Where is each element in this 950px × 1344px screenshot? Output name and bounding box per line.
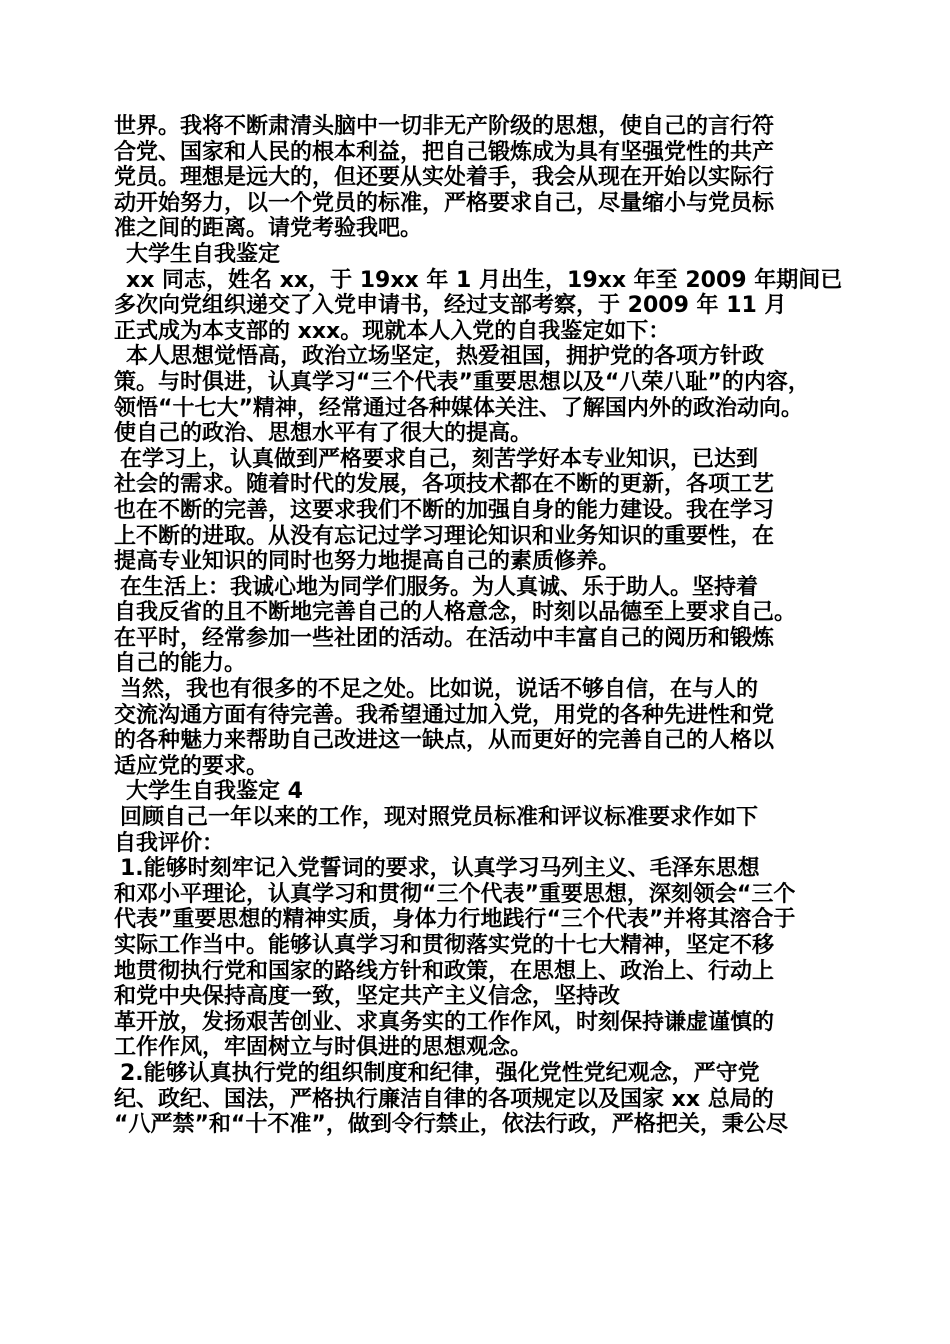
text-line: 和党中央保持高度一致，坚定共产主义信念，坚持改: [114, 984, 621, 1010]
text-line: 交流沟通方面有待完善。我希望通过加入党，用党的各种先进性和党: [114, 702, 775, 728]
text-line: 本人思想觉悟高，政治立场坚定，热爱祖国，拥护党的各项方针政: [126, 344, 765, 370]
text-line: 自我反省的且不断地完善自己的人格意念，时刻以品德至上要求自己。: [114, 600, 797, 626]
text-line: 在学习上，认真做到严格要求自己，刻苦学好本专业知识，已达到: [120, 446, 759, 472]
text-line: 准之间的距离。请党考验我吧。: [114, 216, 423, 242]
text-line: 使自己的政治、思想水平有了很大的提高。: [114, 421, 533, 447]
text-line: 的各种魅力来帮助自己改进这一缺点，从而更好的完善自己的人格以: [114, 728, 775, 754]
text-line: 和邓小平理论，认真学习和贯彻“三个代表”重要思想，深刻领会“三个: [114, 881, 796, 907]
text-line: 工作作风，牢固树立与时俱进的思想观念。: [114, 1035, 533, 1061]
text-line: 回顾自己一年以来的工作，现对照党员标准和评议标准要求作如下: [120, 805, 759, 831]
text-line: 1.能够时刻牢记入党誓词的要求，认真学习马列主义、毛泽东思想: [120, 856, 760, 882]
text-line: 2.能够认真执行党的组织制度和纪律，强化党性党纪观念，严守党: [120, 1060, 760, 1086]
text-line: 代表”重要思想的精神实质，身体力行地践行“三个代表”并将其溶合于: [114, 907, 796, 933]
text-line: 适应党的要求。: [114, 753, 269, 779]
text-line: 地贯彻执行党和国家的路线方针和政策，在思想上、政治上、行动上: [114, 958, 775, 984]
text-line: 正式成为本支部的 xxx。现就本人入党的自我鉴定如下：: [114, 318, 671, 344]
document-body: [114, 114, 844, 1138]
text-line: 世界。我将不断肃清头脑中一切非无产阶级的思想，使自己的言行符: [114, 114, 775, 139]
text-line: 策。与时俱进，认真学习“三个代表”重要思想以及“八荣八耻”的内容，: [114, 369, 810, 395]
section-heading: 大学生自我鉴定: [126, 241, 281, 267]
text-line: 上不断的进取。从没有忘记过学习理论知识和业务知识的重要性，在: [114, 523, 775, 549]
text-line: 领悟“十七大”精神，经常通过各种媒体关注、了解国内外的政治动向。: [114, 395, 803, 421]
text-line: 革开放，发扬艰苦创业、求真务实的工作作风，时刻保持谦虚谨慎的: [114, 1009, 775, 1035]
text-line: xx 同志，姓名 xx，于 19xx 年 1 月出生，19xx 年至 2009 年期间已: [126, 267, 843, 293]
text-line: 纪、政纪、国法，严格执行廉洁自律的各项规定以及国家 xx 总局的: [114, 1086, 774, 1112]
text-line: 自己的能力。: [114, 651, 247, 677]
text-line: 在生活上：我诚心地为同学们服务。为人真诚、乐于助人。坚持着: [120, 574, 759, 600]
text-line: 实际工作当中。能够认真学习和贯彻落实党的十七大精神，坚定不移: [114, 933, 775, 958]
text-line: 多次向党组织递交了入党申请书，经过支部考察，于 2009 年 11 月: [114, 293, 787, 319]
text-line: 提高专业知识的同时也努力地提高自己的素质修养。: [114, 549, 621, 575]
section-heading: 大学生自我鉴定 4: [126, 779, 303, 805]
text-line: 动开始努力，以一个党员的标准，严格要求自己，尽量缩小与党员标: [114, 190, 775, 216]
text-line: 也在不断的完善，这要求我们不断的加强自身的能力建设。我在学习: [114, 497, 775, 523]
text-line: 自我评价：: [114, 830, 225, 856]
text-line: 合党、国家和人民的根本利益，把自己锻炼成为具有坚强党性的共产: [114, 139, 775, 165]
text-line: 在平时，经常参加一些社团的活动。在活动中丰富自己的阅历和锻炼: [114, 625, 775, 651]
text-line: “八严禁”和“十不准”，做到令行禁止，依法行政，严格把关，秉公尽: [114, 1112, 788, 1138]
text-line: 社会的需求。随着时代的发展，各项技术都在不断的更新，各项工艺: [114, 472, 775, 498]
text-line: 当然，我也有很多的不足之处。比如说，说话不够自信，在与人的: [120, 677, 759, 703]
text-line: 党员。理想是远大的，但还要从实处着手，我会从现在开始以实际行: [114, 165, 775, 191]
